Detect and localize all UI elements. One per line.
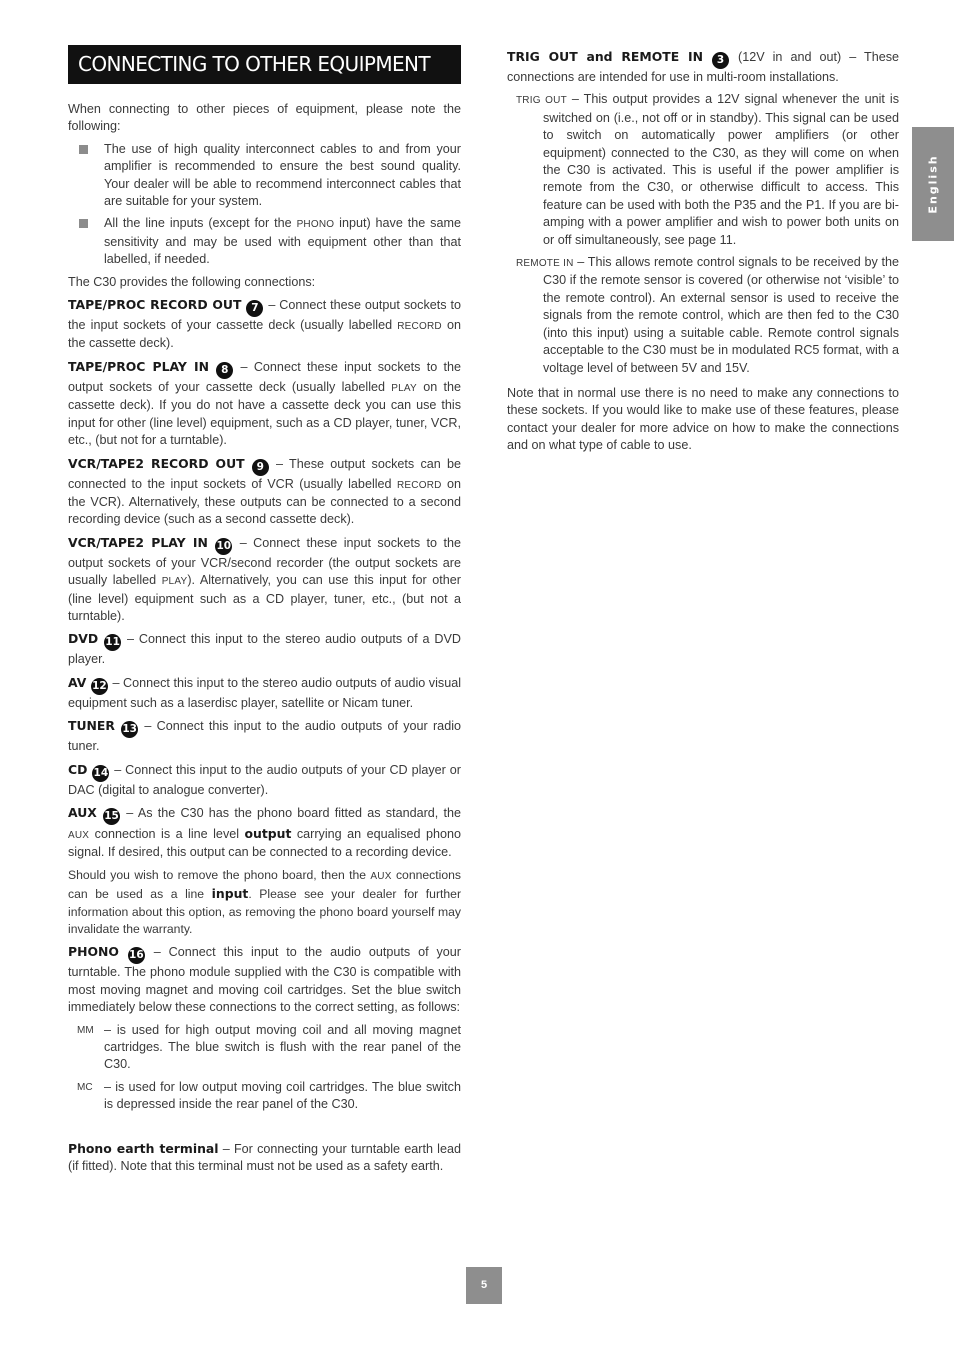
tape-record-out-paragraph: TAPE/PROC RECORD OUT 7 – Connect these output sockets to the input sockets of your cassette deck (usually labelled RECORD on the cassette deck). <box>68 297 462 351</box>
number-7-icon: 7 <box>246 300 263 317</box>
remote-in-item: REMOTE IN – This allows remote control signals to be received by the C30 if the remote sensor is covered (or otherwise not ‘visible’ to the remote control). An external sensor is used to receive the signals from the remote control, which are then fed to the C30 (into this input) using a suitable cable. Remote control signals acceptable to the C30 must be in modulated RC5 format, with a voltage level of between 5V and 15V. <box>516 255 899 375</box>
number-15-icon: 15 <box>103 808 120 825</box>
number-9-icon: 9 <box>252 459 269 476</box>
page-number: 5 <box>466 1267 502 1304</box>
cd-paragraph: CD 14 – Connect this input to the audio outputs of your CD player or DAC (digital to analogue converter). <box>68 761 461 797</box>
list-item: The use of high quality interconnect cables to and from your amplifier is recommended to ensure the best sound quality. Your dealer will be able to recommend interconnect cables that are suitable for your system. <box>68 141 461 211</box>
tape-play-in-paragraph: TAPE/PROC PLAY IN 8 – Connect these input sockets to the output sockets of your cassette deck (usually labelled PLAY on the cassette deck). If you do not have a cassette deck you can use this input for other (line level) equipment, such as a CD player, tuner, VCR, etc., (but not for a turntable). <box>68 358 462 448</box>
dvd-paragraph: DVD 11 – Connect this input to the stereo audio outputs of a DVD player. <box>68 631 461 667</box>
trig-remote-paragraph: TRIG OUT and REMOTE IN 3 (12V in and out) – These connections are intended for use in multi-room installations. <box>507 49 899 84</box>
number-8-icon: 8 <box>216 362 233 379</box>
language-tab-label: English <box>926 154 940 214</box>
intro-paragraph: When connecting to other pieces of equipment, please note the following: <box>68 102 461 134</box>
number-14-icon: 14 <box>92 765 109 782</box>
tuner-paragraph: TUNER 13 – Connect this input to the audio outputs of your radio tuner. <box>68 718 461 754</box>
av-paragraph: AV 12 – Connect this input to the stereo audio outputs of audio visual equipment such as a laserdisc player, satellite or Nicam tuner. <box>68 674 461 710</box>
trig-out-item: TRIG OUT – This output provides a 12V signal whenever the unit is switched on (i.e., not off or in standby). This signal can be used to switch on automatically power amplifiers (or other equipment) connected to the C30, as they will come on when the C30 is activated. This is useful if the power amplifier is remote from the C30, or otherwise difficult to access. This feature can be used with both the P35 and the P1. If you are bi-amping with a power amplifier and wish to power both units on or off simultaneously, see page 11. <box>516 92 899 247</box>
right-column <box>507 48 899 460</box>
aux-note-paragraph: Should you wish to remove the phono board, then the AUX connections can be used as a line input. Please see your dealer for further information about this option, as removing the phono board yourself may invalidate the warranty. <box>68 867 462 936</box>
bullet-square-icon <box>79 145 88 154</box>
vcr-play-in-paragraph: VCR/TAPE2 PLAY IN 10 – Connect these input sockets to the output sockets of your VCR/second recorder (the output sockets are usually labelled PLAY). Alternatively, you can use this input for other (line level) equipment such as a CD player, tuner, etc., (but not a turntable). <box>68 534 461 623</box>
phono-paragraph: PHONO 16 – Connect this input to the audio outputs of your turntable. The phono module supplied with the C30 is compatible with most moving magnet and moving coil cartridges. Set the blue switch immediately below these connections to the correct setting, as follows: <box>68 944 462 1015</box>
earth-terminal-paragraph: Phono earth terminal – For connecting your turntable earth lead (if fitted). Note that this terminal must not be used as a safety earth. <box>68 1140 461 1174</box>
aux-paragraph: AUX 15 – As the C30 has the phono board fitted as standard, the AUX connection is a line level output carrying an equalised phono signal. If desired, this output can be connected to a recording device. <box>68 804 462 860</box>
vcr-record-out-paragraph: VCR/TAPE2 RECORD OUT 9 – These output sockets can be connected to the input sockets of VCR (usually labelled RECORD on the VCR). Alternatively, these outputs can be connected to a second recording device (such as a second cassette deck). <box>68 455 461 527</box>
note-paragraph: Note that in normal use there is no need to make any connections to these sockets. If you would like to make use of these features, please contact your dealer for more advice on how to make the connections and on what type of cable to use. <box>507 385 899 453</box>
number-16-icon: 16 <box>128 947 145 964</box>
mm-item: MM – is used for high output moving coil and all moving magnet cartridges. The blue switch is flush with the rear panel of the C30. <box>77 1022 461 1072</box>
number-11-icon: 11 <box>104 634 121 651</box>
number-3-icon: 3 <box>712 52 729 69</box>
mc-item: MC – is used for low output moving coil cartridges. The blue switch is depressed inside the rear panel of the C30. <box>77 1079 461 1112</box>
list-item: All the line inputs (except for the PHONO input) have the same sensitivity and may be used with equipment other than that labelled, if needed. <box>68 215 461 268</box>
number-10-icon: 10 <box>215 538 232 555</box>
bullet-square-icon <box>79 219 88 228</box>
language-tab <box>912 127 954 241</box>
number-12-icon: 12 <box>91 678 108 695</box>
number-13-icon: 13 <box>121 721 138 738</box>
left-column <box>68 101 461 1180</box>
provides-paragraph: The C30 provides the following connections: <box>68 274 316 289</box>
page-title: CONNECTING TO OTHER EQUIPMENT <box>68 45 461 84</box>
